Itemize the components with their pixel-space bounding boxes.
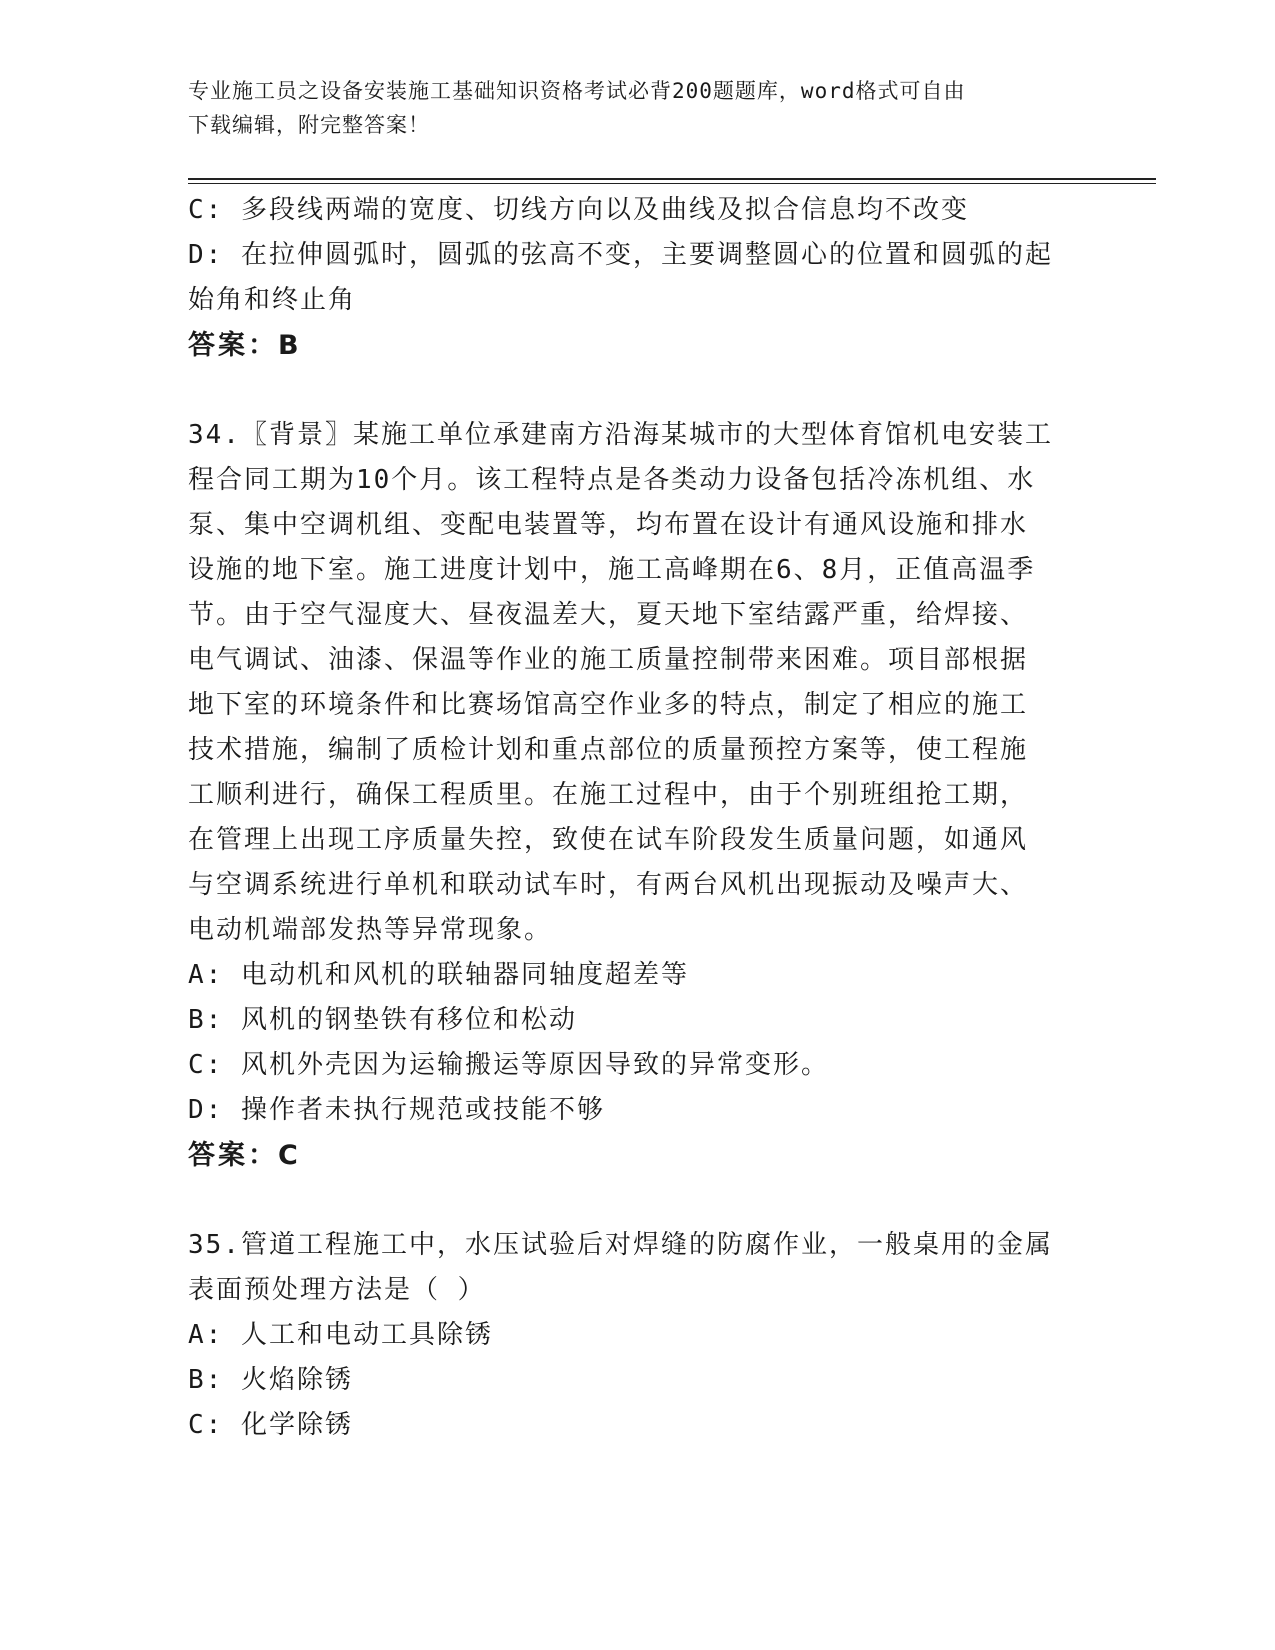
document-body <box>188 188 1078 1448</box>
q34-option-b: B: 风机的钢垫铁有移位和松动 <box>188 1005 577 1035</box>
q34-option-a: A: 电动机和风机的联轴器同轴度超差等 <box>188 960 689 990</box>
q34-option-c: C: 风机外壳因为运输搬运等原因导致的异常变形。 <box>188 1050 829 1080</box>
q34-stem-line: 工顺利进行，确保工程质里。在施工过程中，由于个别班组抢工期， <box>188 780 1029 810</box>
q35-stem-line-1: 35.管道工程施工中，水压试验后对焊缝的防腐作业，一般桌用的金属 <box>188 1230 1053 1260</box>
q33-option-d-line-2: 始角和终止角 <box>188 285 357 315</box>
q34-answer: 答案：C <box>188 1140 301 1171</box>
header-divider-thick <box>188 178 1156 180</box>
q34-stem-line: 在管理上出现工序质量失控，致使在试车阶段发生质量问题，如通风 <box>188 825 1029 855</box>
q34-option-d: D: 操作者未执行规范或技能不够 <box>188 1095 605 1125</box>
header-divider-thin <box>188 183 1156 184</box>
q34-stem-line: 程合同工期为10个月。该工程特点是各类动力设备包括冷冻机组、水 <box>188 465 1036 495</box>
q35-option-a: A: 人工和电动工具除锈 <box>188 1320 493 1350</box>
q34-stem-line: 技术措施，编制了质检计划和重点部位的质量预控方案等，使工程施 <box>188 735 1029 765</box>
q33-answer: 答案：B <box>188 330 302 361</box>
q34-stem-line: 地下室的环境条件和比赛场馆高空作业多的特点，制定了相应的施工 <box>188 690 1029 720</box>
q35-stem-line-2: 表面预处理方法是（ ） <box>188 1275 486 1305</box>
header-line-2: 下载编辑，附完整答案！ <box>188 113 430 137</box>
q33-option-c: C: 多段线两端的宽度、切线方向以及曲线及拟合信息均不改变 <box>188 195 969 225</box>
header-line-1: 专业施工员之设备安装施工基础知识资格考试必背200题题库，word格式可自由 <box>188 79 966 103</box>
q34-stem-line: 34.〖背景〗某施工单位承建南方沿海某城市的大型体育馆机电安装工 <box>188 420 1053 450</box>
q35-option-c: C: 化学除锈 <box>188 1410 353 1440</box>
q34-stem-line: 与空调系统进行单机和联动试车时，有两台风机出现振动及噪声大、 <box>188 870 1029 900</box>
q34-stem-line: 设施的地下室。施工进度计划中，施工高峰期在6、8月，正值高温季 <box>188 555 1036 585</box>
q34-stem-line: 电气调试、油漆、保温等作业的施工质量控制带来困难。项目部根据 <box>188 645 1029 675</box>
q33-option-d-line-1: D: 在拉伸圆弧时，圆弧的弦高不变，主要调整圆心的位置和圆弧的起 <box>188 240 1053 270</box>
document-header <box>188 74 1068 142</box>
spacer <box>188 368 1078 413</box>
q34-stem-line: 泵、集中空调机组、变配电装置等，均布置在设计有通风设施和排水 <box>188 510 1029 540</box>
q34-stem-line: 电动机端部发热等异常现象。 <box>188 915 553 945</box>
q35-option-b: B: 火焰除锈 <box>188 1365 353 1395</box>
q34-stem-line: 节。由于空气湿度大、昼夜温差大，夏天地下室结露严重，给焊接、 <box>188 600 1029 630</box>
spacer <box>188 1178 1078 1223</box>
